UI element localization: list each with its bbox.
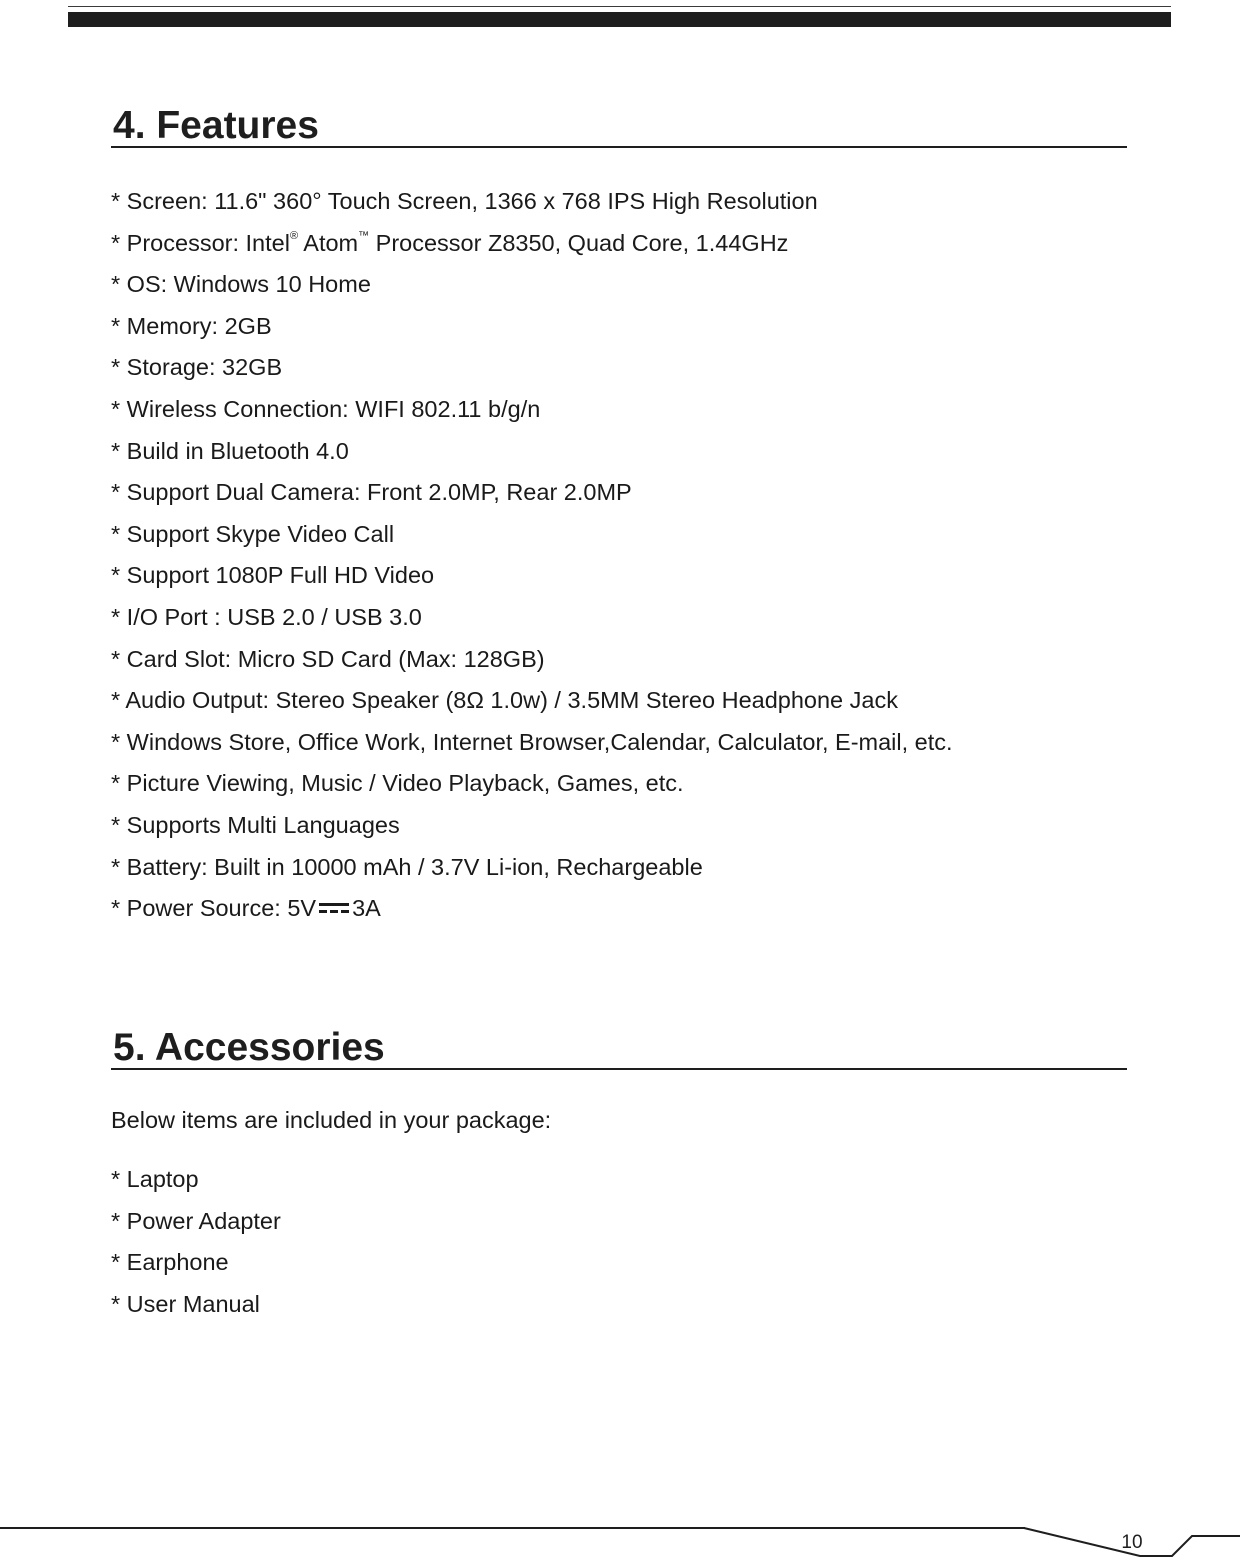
accessory-item-user-manual: * User Manual [111,1290,260,1317]
feature-item-apps: * Windows Store, Office Work, Internet Browser,Calendar, Calculator, E-mail, etc. [111,728,953,755]
accessories-title: 5. Accessories [113,1026,385,1069]
accessory-item-laptop: * Laptop [111,1166,199,1192]
feature-item-card-slot: * Card Slot: Micro SD Card (Max: 128GB) [111,645,545,672]
features-heading [111,94,1127,148]
feature-item-bluetooth: * Build in Bluetooth 4.0 [111,437,349,464]
feature-item-processor [111,223,953,265]
feature-item-media: * Picture Viewing, Music / Video Playback, Games, etc. [111,770,684,797]
accessory-item-power-adapter: * Power Adapter [111,1207,281,1234]
feature-item-storage: * Storage: 32GB [111,354,283,381]
power-suffix: 3A [352,895,381,922]
feature-item-languages: * Supports Multi Languages [111,811,400,838]
features-title: 4. Features [113,104,319,147]
page-number: 10 [1121,1532,1143,1553]
features-list-wrapper [111,181,953,930]
accessories-intro: Below items are included in your package: [111,1107,552,1133]
header-thin-rule [68,6,1171,7]
accessories-heading [111,1016,1127,1070]
feature-item-skype: * Support Skype Video Call [111,520,395,547]
feature-item-camera: * Support Dual Camera: Front 2.0MP, Rear 2.0MP [111,479,632,506]
feature-item-os: * OS: Windows 10 Home [111,271,371,298]
features-section [111,94,1127,922]
processor-middle: Atom [298,229,359,256]
accessory-item-earphone: * Earphone [111,1249,229,1276]
feature-item-video: * Support 1080P Full HD Video [111,562,435,589]
processor-suffix: Processor Z8350, Quad Core, 1.44GHz [369,229,789,256]
trademark-mark: ™ [358,229,370,242]
accessories-section [111,1016,1127,1317]
feature-item-power [111,888,953,930]
features-list [111,181,953,930]
header-bar [68,12,1171,27]
feature-item-memory: * Memory: 2GB [111,312,272,339]
accessories-list [111,1159,281,1325]
registered-mark: ® [289,229,299,242]
processor-prefix: * Processor: Intel [111,229,290,256]
power-prefix: * Power Source: 5V [111,895,317,922]
feature-item-screen: * Screen: 11.6" 360° Touch Screen, 1366 x 768 IPS High Resolution [111,188,818,214]
feature-item-audio: * Audio Output: Stereo Speaker (8Ω 1.0w) / 3.5MM Stereo Headphone Jack [111,687,898,714]
feature-item-wireless: * Wireless Connection: WIFI 802.11 b/g/n [111,395,541,422]
feature-item-io-port: * I/O Port : USB 2.0 / USB 3.0 [111,603,422,630]
feature-item-battery: * Battery: Built in 10000 mAh / 3.7V Li-ion, Rechargeable [111,853,703,880]
dc-symbol-icon [319,903,349,915]
footer-rule [0,1527,1025,1529]
